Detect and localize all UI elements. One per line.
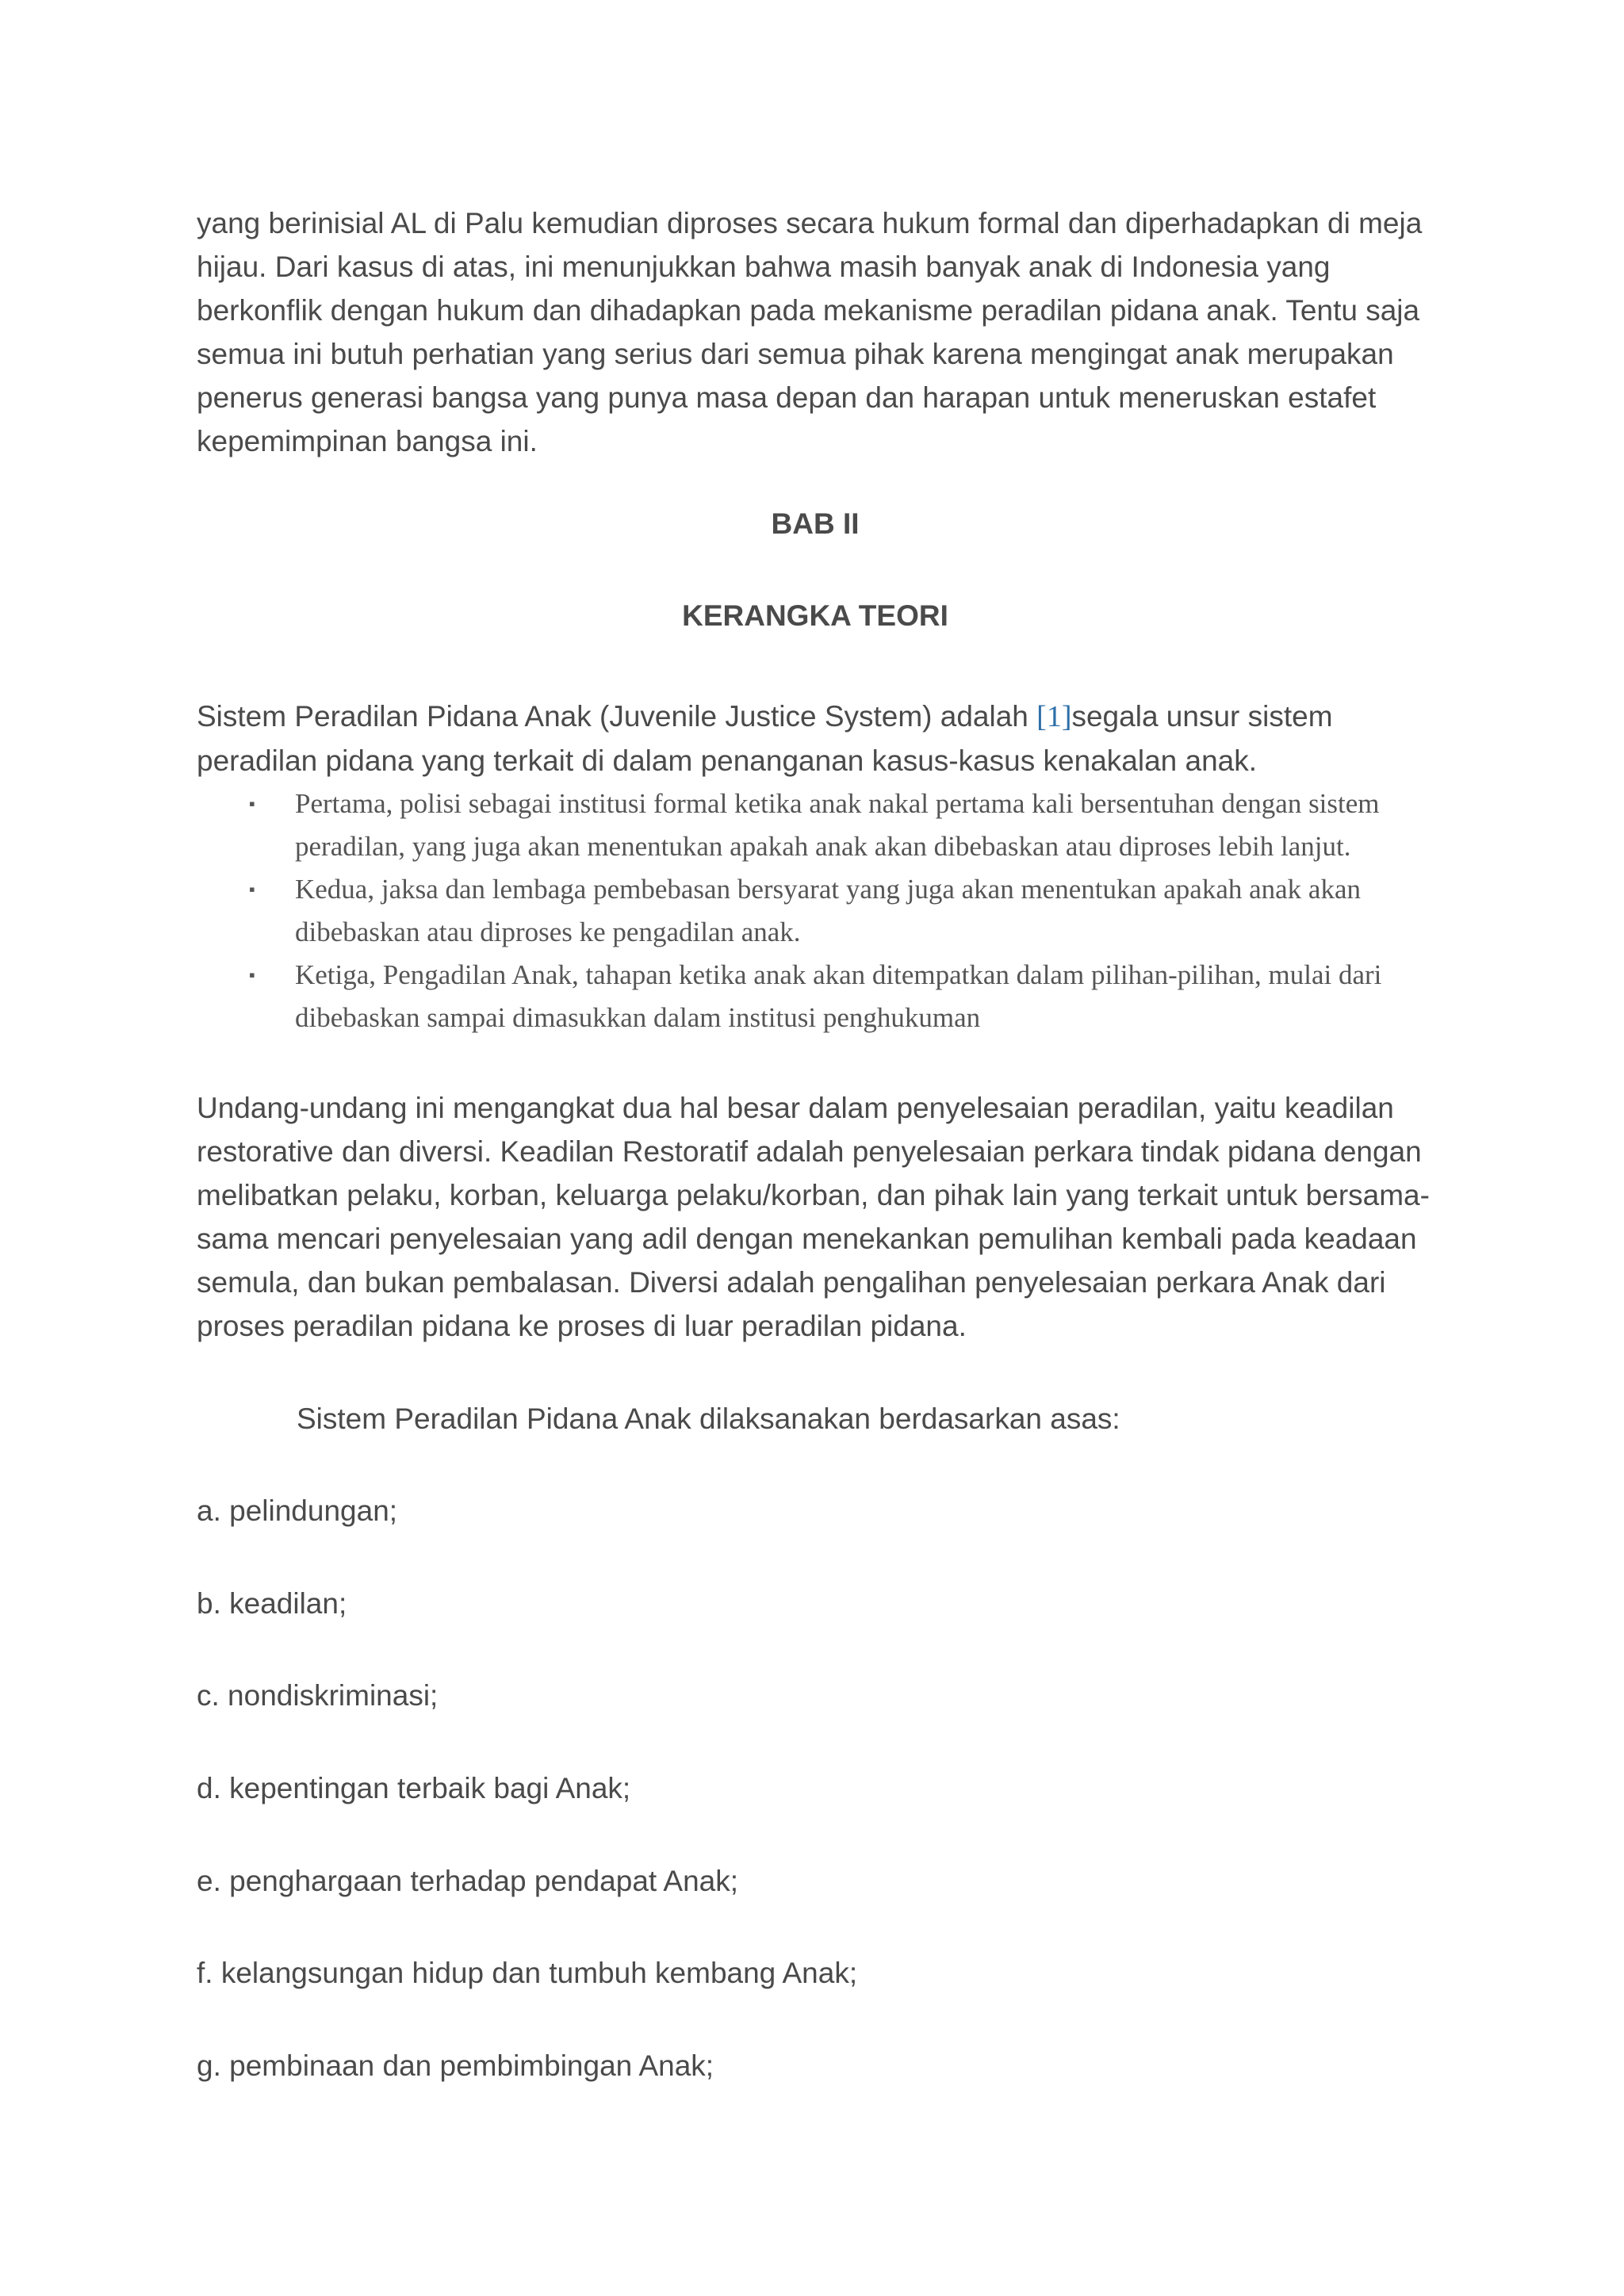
bullet-text: Kedua, jaksa dan lembaga pembebasan bersyarat yang juga akan menentukan apakah anak akan dibebaskan atau diproses ke pengadilan anak. [295,874,1361,947]
footnote-reference-link[interactable]: [1] [1036,700,1072,733]
asas-item: c. nondiskriminasi; [197,1679,439,1712]
chapter-title: KERANGKA TEORI [682,599,948,632]
bullet-text: Pertama, polisi sebagai institusi formal ketika anak nakal pertama kali bersentuhan dengan sistem peradilan, yang juga akan menentukan apakah anak akan dibebaskan atau diproses lebih lanjut. [295,788,1380,862]
definition-text-before: Sistem Peradilan Pidana Anak (Juvenile Justice System) adalah [197,700,1037,733]
bullet-list [197,783,1434,1039]
bullet-text: Ketiga, Pengadilan Anak, tahapan ketika anak akan ditempatkan dalam pilihan-pilihan, mulai dari dibebaskan sampai dimasukkan dalam institusi penghukuman [295,959,1382,1033]
asas-item: f. kelangsungan hidup dan tumbuh kembang Anak; [197,1957,858,1989]
asas-item: b. keadilan; [197,1587,347,1620]
square-bullet-icon: ▪ [249,879,255,899]
asas-item: e. penghargaan terhadap pendapat Anak; [197,1865,739,1897]
square-bullet-icon: ▪ [249,965,255,985]
asas-item: a. pelindungan; [197,1494,398,1527]
square-bullet-icon: ▪ [249,794,255,813]
asas-intro: Sistem Peradilan Pidana Anak dilaksanakan berdasarkan asas: [297,1402,1120,1435]
list-item [197,868,1434,954]
definition-paragraph [197,695,1434,783]
chapter-label: BAB II [771,507,860,540]
asas-item: d. kepentingan terbaik bagi Anak; [197,1772,631,1804]
list-item [197,783,1434,868]
intro-paragraph: yang berinisial AL di Palu kemudian diproses secara hukum formal dan diperhadapkan di meja hijau. Dari kasus di atas, ini menunjukkan bahwa masih banyak anak di Indonesia yang berkonflik dengan hukum dan dihadapkan pada mekanisme peradilan pidana anak. Tentu saja semua ini butuh perhatian yang serius dari semua pihak karena mengingat anak merupakan penerus generasi bangsa yang punya masa depan dan harapan untuk meneruskan estafet kepemimpinan bangsa ini. [197,207,1423,457]
definition-text-after: segala unsur sistem peradilan pidana yang terkait di dalam penanganan kasus-kasus kenakalan anak. [197,700,1333,777]
undang-paragraph: Undang-undang ini mengangkat dua hal besar dalam penyelesaian peradilan, yaitu keadilan restorative dan diversi. Keadilan Restoratif adalah penyelesaian perkara tindak pidana dengan melibatkan pelaku, korban, keluarga pelaku/korban, dan pihak lain yang terkait untuk bersama-sama mencari penyelesaian yang adil dengan menekankan pemulihan kembali pada keadaan semula, dan bukan pembalasan. Diversi adalah pengalihan penyelesaian perkara Anak dari proses peradilan pidana ke proses di luar peradilan pidana. [197,1092,1430,1342]
asas-item: g. pembinaan dan pembimbingan Anak; [197,2049,714,2082]
list-item [197,954,1434,1039]
